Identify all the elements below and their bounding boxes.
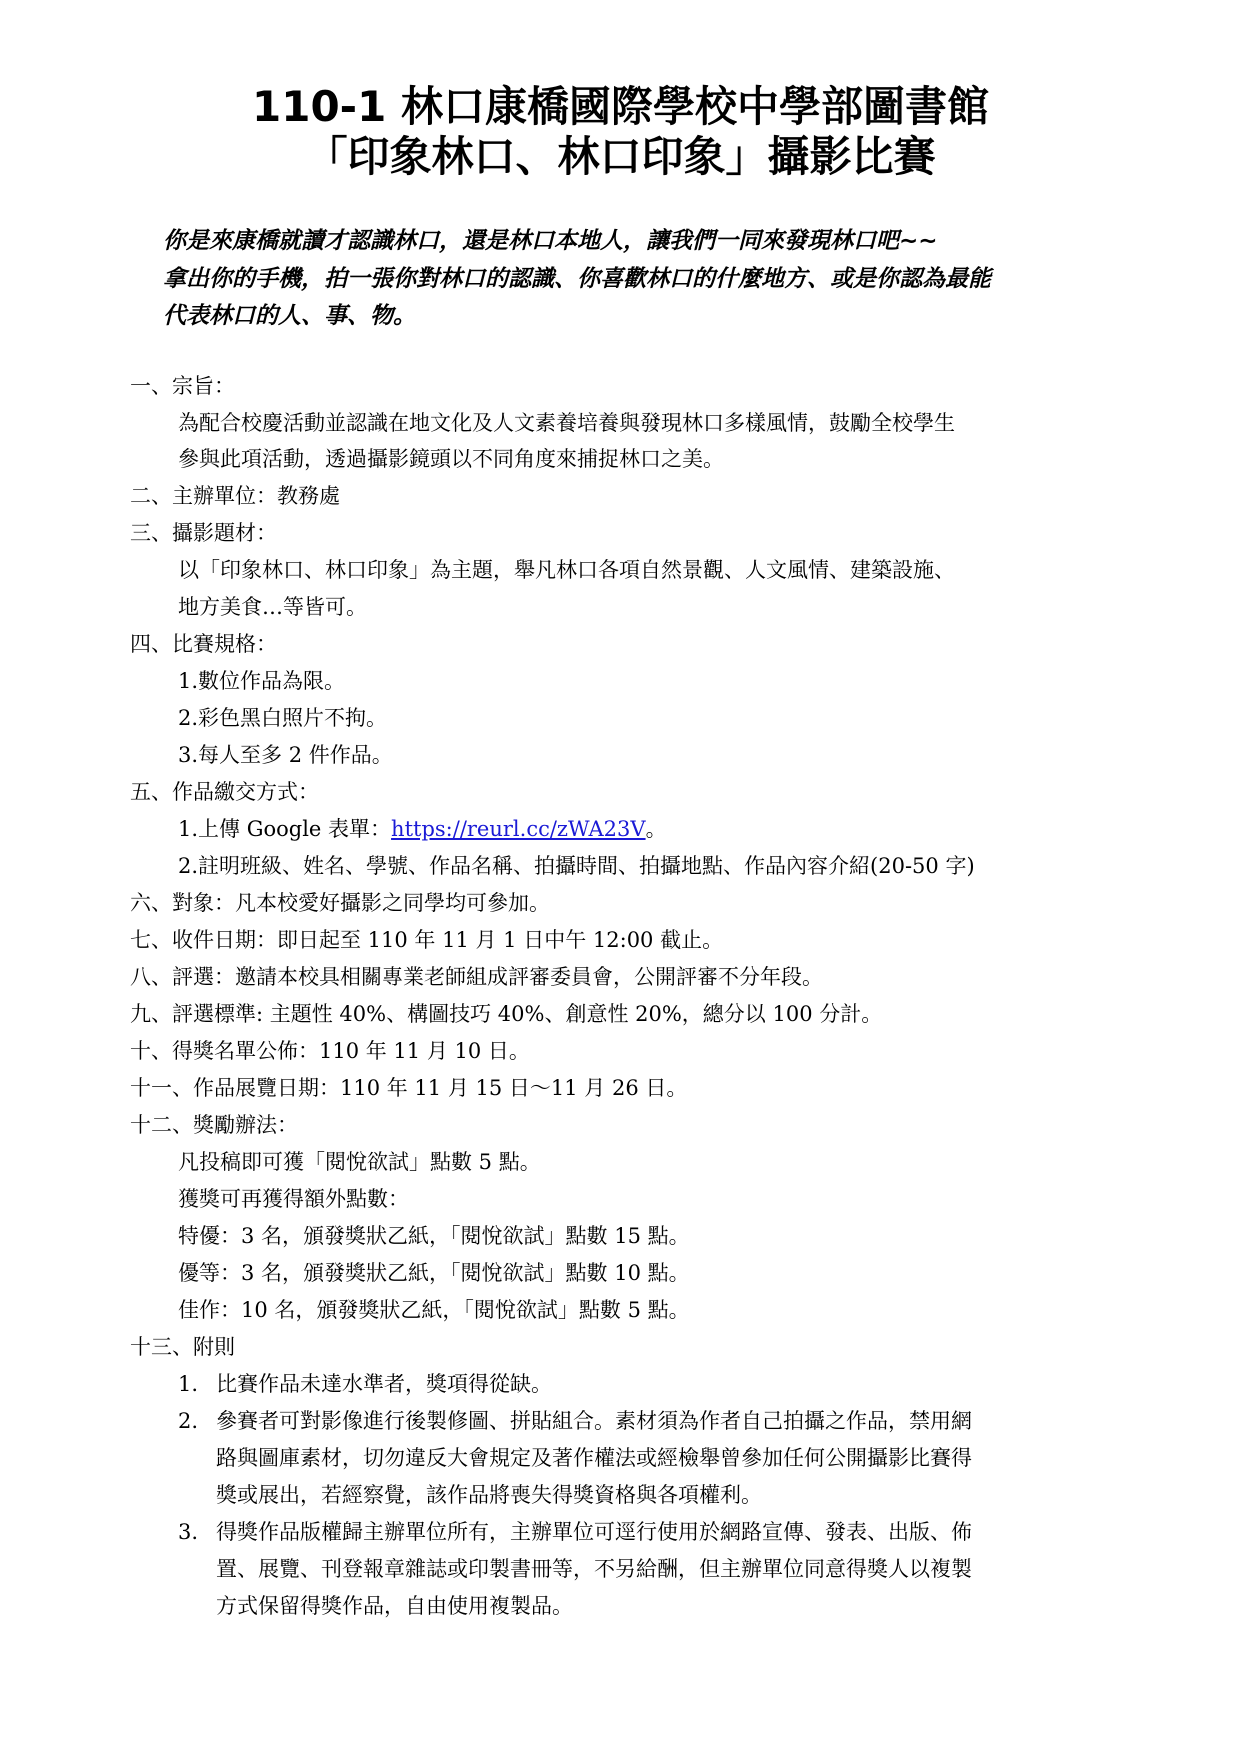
section-heading-appendix: 十三、附則 — [130, 1335, 235, 1359]
section-heading-eligibility: 六、對象：凡本校愛好攝影之同學均可參加。 — [130, 891, 550, 915]
section-heading-specs: 四、比賽規格： — [130, 632, 277, 656]
appendix-item-number: 2. — [178, 1409, 199, 1433]
appendix-item-text: 獎或展出，若經察覺，該作品將喪失得獎資格與各項權利。 — [216, 1483, 762, 1507]
rewards-line-4: 優等：3 名，頒發獎狀乙紙，「閱悅欲試」點數 10 點。 — [178, 1261, 690, 1285]
appendix-item-text: 置、展覽、刊登報章雜誌或印製書冊等，不另給酬，但主辦單位同意得獎人以複製 — [216, 1557, 972, 1581]
specs-item-1: 1.數位作品為限。 — [178, 669, 346, 693]
title-line-2: 「印象林口、林口印象」攝影比賽 — [305, 132, 936, 181]
section-heading-exhibition: 十一、作品展覽日期：110 年 11 月 15 日～11 月 26 日。 — [130, 1076, 688, 1100]
section-heading-submission: 五、作品繳交方式： — [130, 780, 319, 804]
subject-body-line-2: 地方美食…等皆可。 — [178, 595, 367, 619]
appendix-item-text: 方式保留得獎作品，自由使用複製品。 — [216, 1594, 573, 1618]
google-form-link[interactable]: https://reurl.cc/zWA23V — [391, 817, 646, 841]
section-heading-subject: 三、攝影題材： — [130, 521, 277, 545]
purpose-body-line-1: 為配合校慶活動並認識在地文化及人文素養培養與發現林口多樣風情，鼓勵全校學生 — [178, 411, 955, 435]
appendix-item-number: 1. — [178, 1372, 199, 1396]
intro-line-2: 拿出你的手機，拍一張你對林口的認識、你喜歡林口的什麼地方、或是你認為最能 — [163, 266, 991, 292]
rewards-line-1: 凡投稿即可獲「閱悅欲試」點數 5 點。 — [178, 1150, 541, 1174]
appendix-item-number: 3. — [178, 1520, 199, 1544]
intro-line-3: 代表林口的人、事、物。 — [163, 303, 416, 329]
appendix-item-text: 比賽作品未達水準者，獎項得從缺。 — [216, 1372, 552, 1396]
specs-item-3: 3.每人至多 2 件作品。 — [178, 743, 393, 767]
submission-item-1 — [178, 814, 667, 844]
submission-item-1-prefix: 1.上傳 Google 表單： — [178, 817, 392, 841]
subject-body-line-1: 以「印象林口、林口印象」為主題，舉凡林口各項自然景觀、人文風情、建築設施、 — [178, 558, 955, 582]
appendix-item-text: 參賽者可對影像進行後製修圖、拼貼組合。素材須為作者自己拍攝之作品，禁用網 — [216, 1409, 972, 1433]
section-heading-announcement: 十、得獎名單公佈：110 年 11 月 10 日。 — [130, 1039, 530, 1063]
section-heading-purpose: 一、宗旨： — [130, 374, 235, 398]
purpose-body-line-2: 參與此項活動，透過攝影鏡頭以不同角度來捕捉林口之美。 — [178, 447, 724, 471]
title-line-1: 110-1 林口康橋國際學校中學部圖書館 — [252, 82, 989, 131]
rewards-line-5: 佳作：10 名，頒發獎狀乙紙，「閱悅欲試」點數 5 點。 — [178, 1298, 690, 1322]
intro-line-1: 你是來康橋就讀才認識林口，還是林口本地人，讓我們一同來發現林口吧~~ — [163, 228, 938, 254]
section-heading-deadline: 七、收件日期：即日起至 110 年 11 月 1 日中午 12:00 截止。 — [130, 928, 724, 952]
rewards-line-3: 特優：3 名，頒發獎狀乙紙，「閱悅欲試」點數 15 點。 — [178, 1224, 690, 1248]
section-heading-judging: 八、評選：邀請本校具相關專業老師組成評審委員會，公開評審不分年段。 — [130, 965, 823, 989]
section-heading-rewards: 十二、獎勵辦法： — [130, 1113, 298, 1137]
section-heading-organizer: 二、主辦單位：教務處 — [130, 484, 340, 508]
appendix-item-text: 得獎作品版權歸主辦單位所有，主辦單位可逕行使用於網路宣傳、發表、出版、佈 — [216, 1520, 972, 1544]
submission-item-1-suffix: 。 — [645, 817, 667, 841]
rewards-line-2: 獲獎可再獲得額外點數： — [178, 1187, 409, 1211]
section-heading-criteria: 九、評選標準: 主題性 40%、構圖技巧 40%、創意性 20%，總分以 100 分計。 — [130, 1002, 883, 1026]
submission-item-2: 2.註明班級、姓名、學號、作品名稱、拍攝時間、拍攝地點、作品內容介紹(20-50 字) — [178, 854, 975, 878]
appendix-item-text: 路與圖庫素材，切勿違反大會規定及著作權法或經檢舉曾參加任何公開攝影比賽得 — [216, 1446, 972, 1470]
specs-item-2: 2.彩色黑白照片不拘。 — [178, 706, 388, 730]
